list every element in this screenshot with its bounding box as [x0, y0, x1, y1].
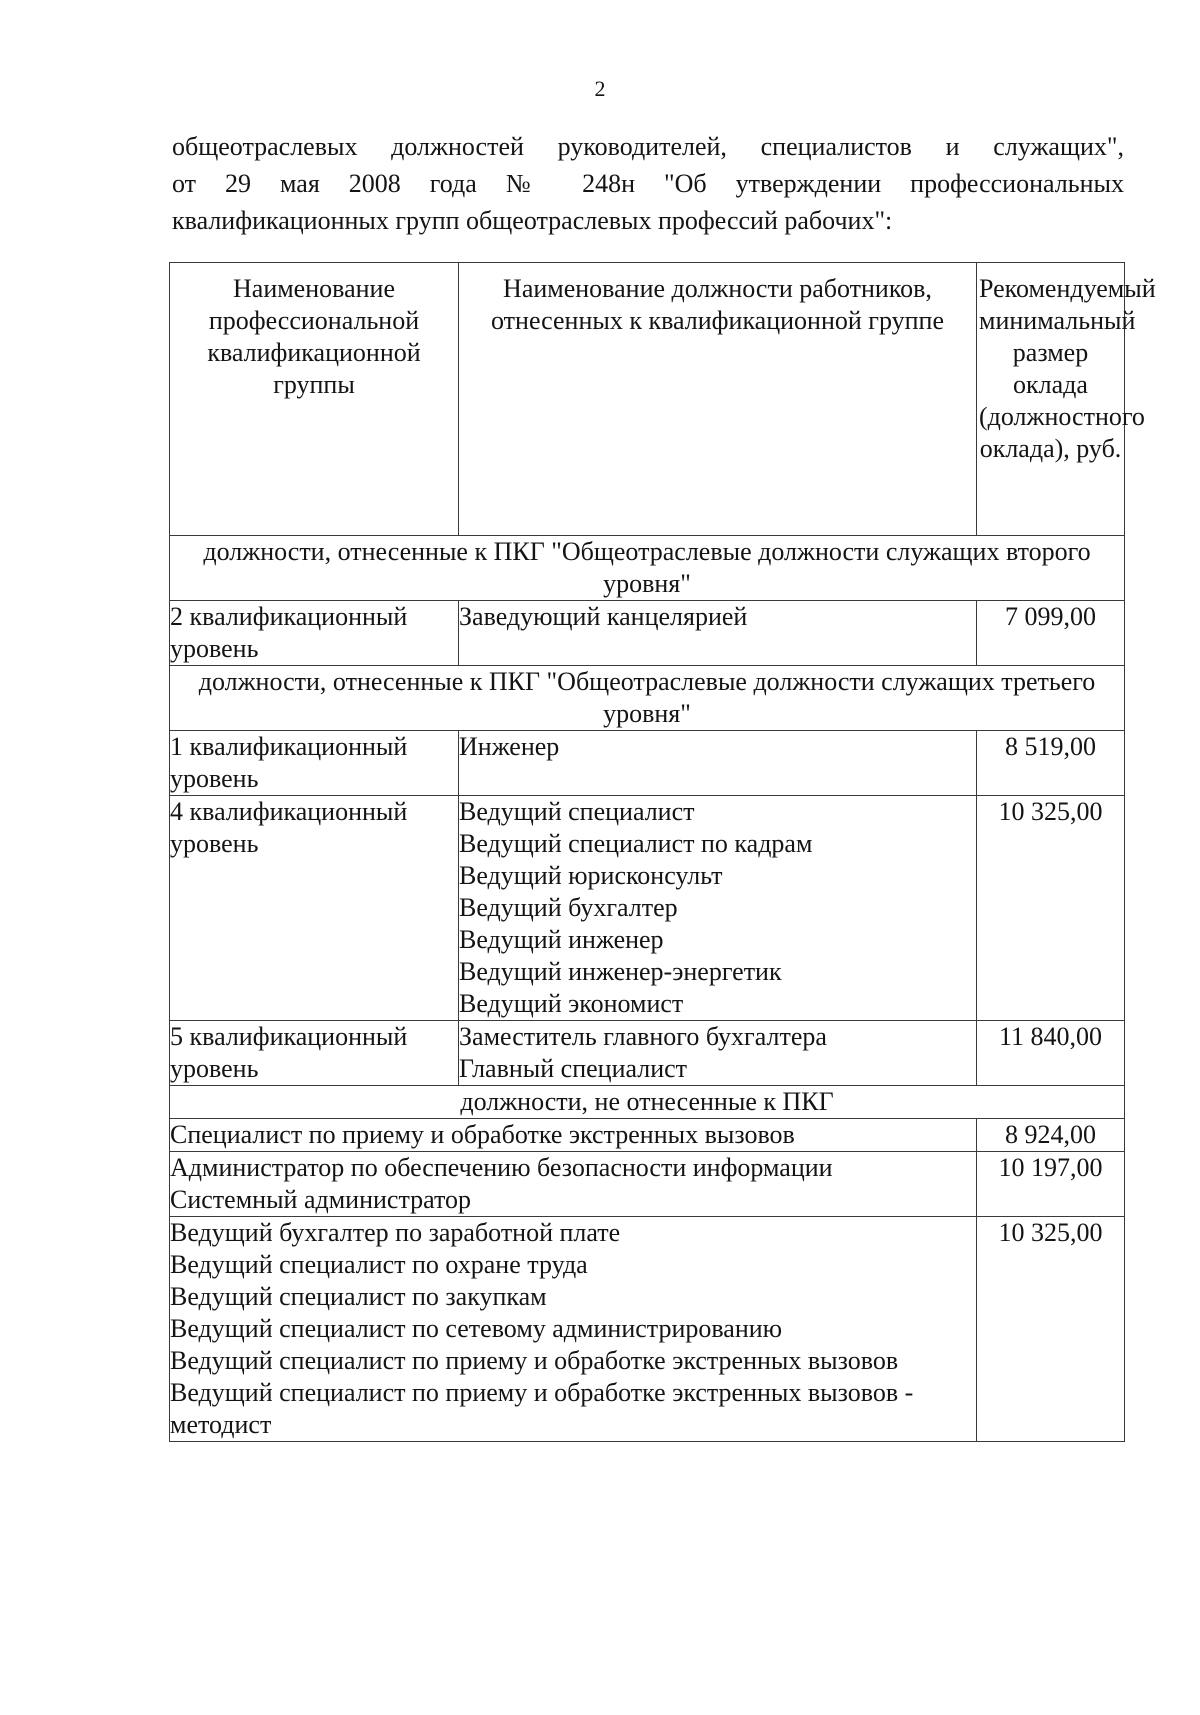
position-name: Специалист по приему и обработке экстренных вызовов — [170, 1120, 795, 1149]
position-list — [459, 1021, 977, 1086]
position-name: Ведущий специалист по кадрам — [459, 829, 813, 858]
position-name: Ведущий специалист по охране труда — [170, 1250, 588, 1279]
table-row — [170, 796, 1125, 1021]
salary-value: 7 099,00 — [977, 601, 1125, 666]
page-number: 2 — [594, 76, 606, 101]
section-row — [170, 536, 1125, 601]
qualification-level: 4 квалификационный уровень — [170, 796, 459, 1021]
table-row — [170, 731, 1125, 796]
section-title: должности, не отнесенные к ПКГ — [170, 1086, 1125, 1119]
position-name: Ведущий специалист по закупкам — [170, 1282, 547, 1311]
section-title: должности, отнесенные к ПКГ "Общеотраслевые должности служащих третьего уровня" — [170, 666, 1125, 731]
salary-value: 10 325,00 — [977, 1217, 1125, 1442]
salary-value: 11 840,00 — [977, 1021, 1125, 1086]
section-row — [170, 1086, 1125, 1119]
table-row — [170, 1152, 1125, 1217]
table-row — [170, 1021, 1125, 1086]
position-name: Ведущий экономист — [459, 989, 684, 1018]
position-list — [459, 601, 977, 666]
position-name: Ведущий бухгалтер — [459, 893, 678, 922]
qualification-level: 1 квалификационный уровень — [170, 731, 459, 796]
header-group-name: Наименование профессиональной квалификационной группы — [170, 263, 459, 536]
table-row — [170, 601, 1125, 666]
salary-value: 10 197,00 — [977, 1152, 1125, 1217]
position-name: Заведующий канцелярией — [459, 602, 748, 631]
position-name: Ведущий специалист — [459, 797, 695, 826]
position-name: Ведущий юрисконсульт — [459, 861, 723, 890]
position-name: Системный администратор — [170, 1185, 472, 1214]
intro-line: общеотраслевых должностей руководителей, специалистов и служащих", — [172, 132, 1124, 161]
position-list — [170, 1217, 977, 1442]
position-name: Ведущий инженер-энергетик — [459, 957, 782, 986]
intro-paragraph — [172, 128, 1124, 239]
position-list — [459, 796, 977, 1021]
header-salary: Рекомендуемый минимальный размер оклада (должностного оклада), руб. — [977, 263, 1125, 536]
salary-value: 8 519,00 — [977, 731, 1125, 796]
table-row — [170, 1119, 1125, 1152]
salary-table — [169, 262, 1156, 1442]
position-name: Инженер — [459, 732, 560, 761]
salary-value: 10 325,00 — [977, 796, 1125, 1021]
position-name: Ведущий специалист по сетевому администрированию — [170, 1314, 783, 1343]
salary-value: 8 924,00 — [977, 1119, 1125, 1152]
qualification-level: 5 квалификационный уровень — [170, 1021, 459, 1086]
intro-line: от 29 мая 2008 года № 248н "Об утверждении профессиональных — [172, 169, 1124, 198]
header-position-name: Наименование должности работников, отнесенных к квалификационной группе — [459, 263, 977, 536]
position-name: Ведущий специалист по приему и обработке экстренных вызовов - методист — [170, 1378, 914, 1439]
position-name: Ведущий специалист по приему и обработке экстренных вызовов — [170, 1346, 899, 1375]
qualification-level: 2 квалификационный уровень — [170, 601, 459, 666]
section-row — [170, 666, 1125, 731]
table-header-row — [170, 263, 1125, 536]
table-row — [170, 1217, 1125, 1442]
position-list — [170, 1152, 977, 1217]
position-name: Ведущий бухгалтер по заработной плате — [170, 1218, 621, 1247]
intro-line: квалификационных групп общеотраслевых профессий рабочих": — [172, 206, 893, 235]
position-name: Ведущий инженер — [459, 925, 664, 954]
position-name: Главный специалист — [459, 1054, 688, 1083]
section-title: должности, отнесенные к ПКГ "Общеотраслевые должности служащих второго уровня" — [170, 536, 1125, 601]
position-name: Заместитель главного бухгалтера — [459, 1022, 827, 1051]
position-name: Администратор по обеспечению безопасности информации — [170, 1153, 833, 1182]
position-list — [170, 1119, 977, 1152]
position-list — [459, 731, 977, 796]
